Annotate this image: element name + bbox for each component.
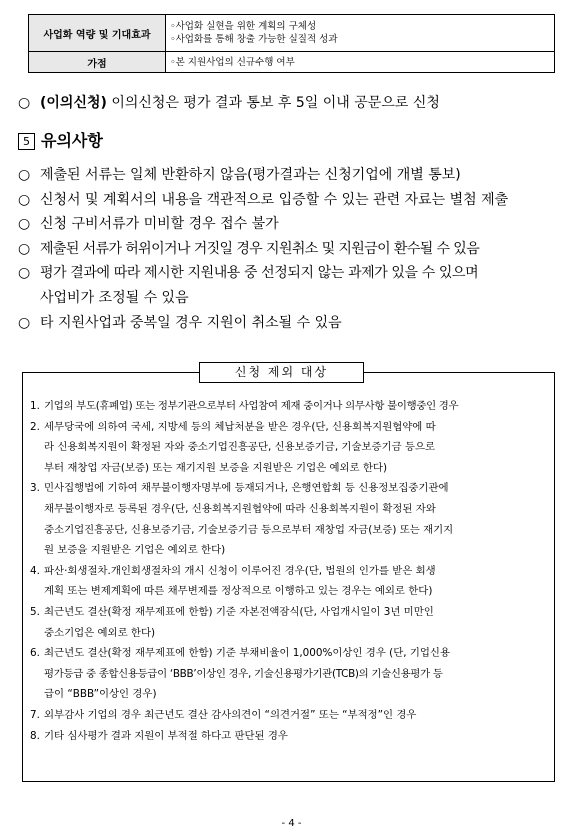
criteria-items bbox=[166, 15, 555, 52]
notice-text: 사업비가 조정될 수 있음 bbox=[40, 289, 189, 306]
circle-bullet-icon: ○ bbox=[18, 265, 31, 282]
list-item bbox=[30, 396, 550, 417]
circle-bullet-icon: ○ bbox=[18, 240, 31, 257]
section-title: 유의사항 bbox=[41, 131, 103, 150]
circle-bullet-icon: ○ bbox=[18, 95, 31, 111]
list-item bbox=[30, 643, 550, 705]
exclusion-text: 계획 또는 변제계획에 따른 채무변제를 정상적으로 이행하고 있는 경우는 예외로 한다) bbox=[44, 585, 433, 598]
list-item bbox=[18, 188, 578, 213]
exclusion-text: 평가등급 중 종합신용등급이 ‘BBB’이상인 경우, 기술신용평가기관(TCB)의 기술신용평가 등 bbox=[44, 667, 443, 680]
item-number: 4. bbox=[30, 564, 40, 577]
exclusion-text: 부터 재창업 자금(보증) 또는 재기지원 보증을 지원받은 기업은 예외로 한다) bbox=[44, 461, 388, 474]
exclusion-text: 원 보증을 지원받은 기업은 예외로 한다) bbox=[44, 544, 226, 557]
exclusion-text: 급이 “BBB”이상인 경우) bbox=[44, 688, 157, 701]
criteria-item: ◦사업화를 통해 창출 가능한 실질적 성과 bbox=[170, 34, 338, 45]
item-number: 6. bbox=[30, 647, 40, 660]
exclusion-text: 파산·회생절차.개인회생절차의 개시 신청이 이루어진 경우(단, 법원의 인가를 받은 회생 bbox=[44, 564, 436, 577]
item-number: 1. bbox=[30, 400, 40, 412]
objection-text: 이의신청은 평가 결과 통보 후 5일 이내 공문으로 신청 bbox=[106, 95, 440, 111]
exclusion-text: 민사집행법에 기하여 채무불이행자명부에 등재되거나, 은행연합회 등 신용정보집중기관에 bbox=[44, 482, 449, 495]
list-item bbox=[18, 237, 578, 262]
exclusion-text: 중소기업은 예외로 한다) bbox=[44, 626, 156, 639]
notice-text: 타 지원사업과 중복일 경우 지원이 취소될 수 있음 bbox=[40, 314, 342, 331]
notice-list bbox=[18, 163, 578, 335]
page-number: - 4 - bbox=[281, 818, 302, 829]
exclusion-text: 세무당국에 의하여 국세, 지방세 등의 체납처분을 받은 경우(단, 신용회복지원협약에 따 bbox=[44, 420, 436, 433]
list-item bbox=[18, 212, 578, 237]
circle-bullet-icon: ○ bbox=[18, 216, 31, 233]
criteria-label: 사업화 역량 및 기대효과 bbox=[29, 15, 166, 52]
list-item bbox=[30, 602, 550, 643]
list-item bbox=[18, 163, 578, 188]
criteria-row bbox=[29, 52, 555, 73]
notice-text: 평가 결과에 따라 제시한 지원내용 중 선정되지 않는 과제가 있을 수 있으며 bbox=[40, 265, 479, 282]
exclusion-text: 최근년도 결산(확정 재무제표에 한함) 기준 부채비율이 1,000%이상인 경우 (단, 기업신용 bbox=[44, 647, 451, 660]
objection-notice bbox=[18, 93, 440, 113]
list-item bbox=[30, 561, 550, 602]
evaluation-criteria-table bbox=[28, 14, 555, 73]
circle-bullet-icon: ○ bbox=[18, 314, 31, 331]
exclusion-list bbox=[30, 396, 550, 746]
circle-bullet-icon: ○ bbox=[18, 191, 31, 208]
item-number: 8. bbox=[30, 729, 40, 742]
exclusion-title: 신청 제외 대상 bbox=[199, 362, 364, 383]
exclusion-text: 외부감사 기업의 경우 최근년도 결산 감사의견이 “의견거절” 또는 “부적정”인 경우 bbox=[44, 708, 417, 721]
notice-text: 제출된 서류는 일체 반환하지 않음(평가결과는 신청기업에 개별 통보) bbox=[40, 167, 461, 183]
list-item bbox=[30, 726, 550, 747]
notice-text: 제출된 서류가 허위이거나 거짓일 경우 지원취소 및 지원금이 환수될 수 있음 bbox=[40, 240, 480, 257]
criteria-items bbox=[166, 52, 555, 73]
item-number: 7. bbox=[30, 708, 40, 721]
circle-bullet-icon: ○ bbox=[18, 167, 31, 183]
item-number: 5. bbox=[30, 605, 40, 618]
item-number: 2. bbox=[30, 420, 40, 433]
exclusion-text: 최근년도 결산(확정 재무제표에 한함) 기준 자본전액잠식(단, 사업개시일이 3년 미만인 bbox=[44, 605, 434, 618]
criteria-item: ◦사업화 실현을 위한 계획의 구체성 bbox=[170, 21, 317, 32]
criteria-label: 가점 bbox=[29, 52, 166, 73]
exclusion-text: 기타 심사평가 결과 지원이 부적절 하다고 판단된 경우 bbox=[44, 729, 288, 742]
objection-title: (이의신청) bbox=[40, 95, 107, 111]
list-item bbox=[30, 478, 550, 560]
exclusion-text: 라 신용회복지원이 확정된 자와 중소기업진흥공단, 신용보증기금, 기술보증기금 등으로 bbox=[44, 441, 436, 454]
list-item bbox=[18, 311, 578, 336]
item-number: 3. bbox=[30, 482, 40, 495]
section-heading bbox=[18, 131, 103, 151]
notice-text: 신청 구비서류가 미비할 경우 접수 불가 bbox=[40, 216, 279, 233]
notice-text: 신청서 및 계획서의 내용을 객관적으로 입증할 수 있는 관련 자료는 별첨 제출 bbox=[40, 191, 509, 208]
section-number: 5 bbox=[18, 133, 35, 150]
list-item bbox=[18, 261, 578, 310]
exclusion-text: 기업의 부도(휴폐업) 또는 정부기관으로부터 사업참여 제재 중이거나 의무사항 불이행중인 경우 bbox=[44, 400, 459, 412]
criteria-item: ◦본 지원사업의 신규수행 여부 bbox=[170, 56, 295, 68]
exclusion-text: 중소기업진흥공단, 신용보증기금, 기술보증기금 등으로부터 재창업 자금(보증) 또는 재기지 bbox=[44, 523, 454, 536]
list-item bbox=[30, 417, 550, 479]
list-item bbox=[30, 705, 550, 726]
criteria-row bbox=[29, 15, 555, 52]
exclusion-text: 채무불이행자로 등록된 경우(단, 신용회복지원협약에 따라 신용회복지원이 확정된 자와 bbox=[44, 502, 436, 515]
